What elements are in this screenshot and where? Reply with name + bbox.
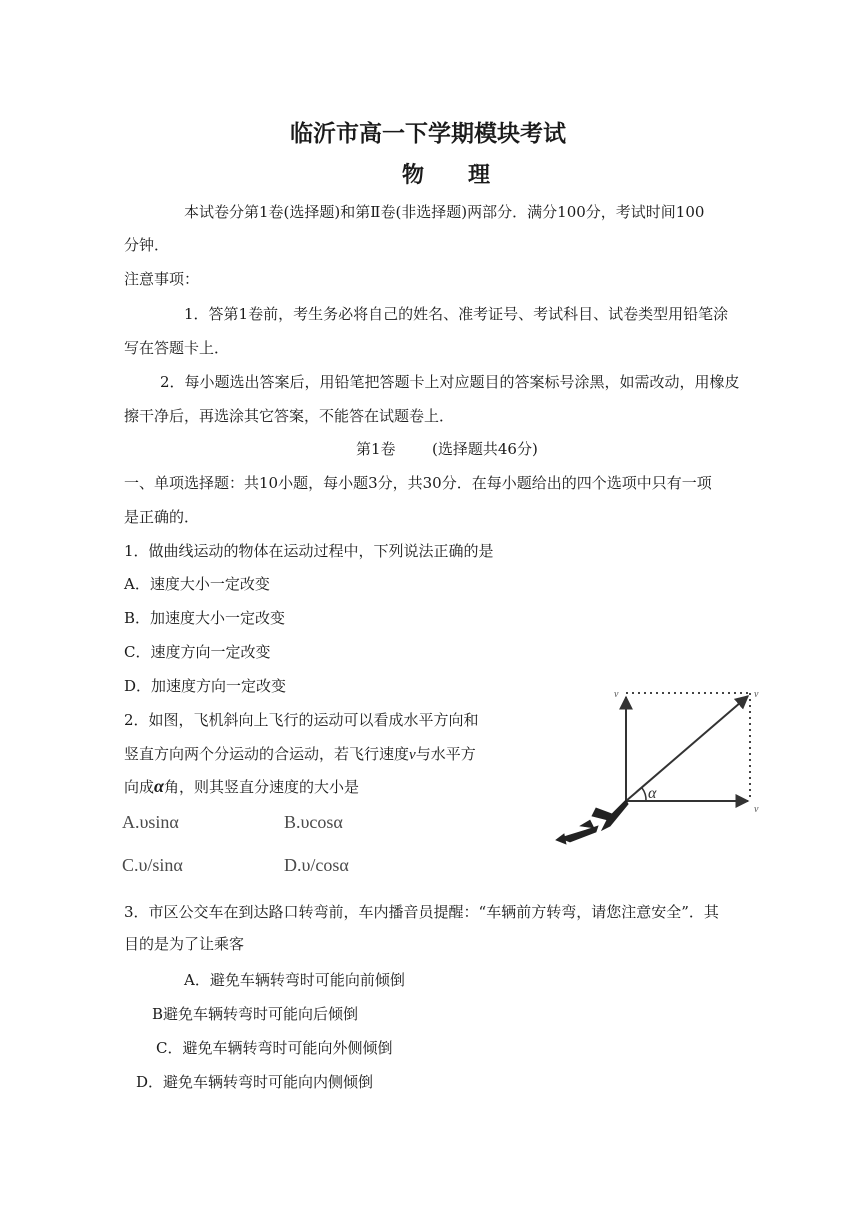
q2-stem-line-3-post: 角，则其竖直分速度的大小是 [163,778,359,796]
q2-stem-line-2-post: 与水平方 [415,745,476,763]
airplane-icon [556,800,628,844]
angle-variable: α [154,776,164,796]
q3-option-b: B避免车辆转弯时可能向后倾倒 [152,1005,359,1023]
note-1-line-1: 1．答第1卷前，考生务必将自己的姓名、准考证号、考试科目、试卷类型用铅笔涂 [184,305,729,323]
q2-option-b: B.υcosα [284,812,343,832]
angle-arc [642,788,646,801]
q2-option-d: D.υ/cosα [284,855,349,875]
q3-option-d: D．避免车辆转弯时可能向内侧倾倒 [136,1073,374,1091]
notes-heading: 注意事项： [124,270,200,288]
exam-title: 临沂市高一下学期模块考试 [290,121,566,147]
intro-line-1: 本试卷分第1卷(选择题)和第Ⅱ卷(非选择题)两部分．满分100分，考试时间100 [184,203,705,221]
v-label: v [754,689,759,700]
note-2-line-2: 擦干净后，再选涂其它答案，不能答在试题卷上． [124,407,455,425]
q1-option-d: D．加速度方向一定改变 [124,677,287,695]
q1-option-c: C．速度方向一定改变 [124,643,271,661]
resultant-velocity-arrow [626,696,748,801]
vy-label: v [614,689,619,700]
velocity-diagram [550,680,770,850]
note-1-line-2: 写在答题卡上． [124,339,230,357]
q3-stem-line-1: 3．市区公交车在到达路口转弯前，车内播音员提醒：“车辆前方转弯，请您注意安全”．其 [124,903,719,921]
note-2-line-1: 2．每小题选出答案后，用铅笔把答题卡上对应题目的答案标号涂黑，如需改动，用橡皮 [160,373,740,391]
q3-stem-line-2: 目的是为了让乘客 [124,935,245,953]
section-1-line-1: 一、单项选择题：共10小题，每小题3分，共30分．在每小题给出的四个选项中只有一项 [124,474,712,492]
q2-stem-line-2-pre: 竖直方向两个分运动的合运动，若飞行速度 [124,745,410,763]
q2-stem-line-3 [124,776,359,797]
q2-stem-line-1: 2．如图，飞机斜向上飞行的运动可以看成水平方向和 [124,711,479,729]
q2-option-a: A.υsinα [122,812,179,832]
q2-option-c: C.υ/sinα [122,855,183,875]
part-1-label: 第1卷 [356,440,396,458]
q1-stem: 1．做曲线运动的物体在运动过程中，下列说法正确的是 [124,542,494,560]
q3-option-a: A．避免车辆转弯时可能向前倾倒 [184,971,405,989]
q1-option-a: A．速度大小一定改变 [124,575,270,593]
q1-option-b: B．加速度大小一定改变 [124,609,286,627]
q3-option-c: C．避免车辆转弯时可能向外侧倾倒 [156,1039,393,1057]
subject-title: 物理 [402,163,535,188]
part-1-desc: (选择题共46分) [432,440,538,458]
alpha-label: α [648,785,657,802]
vx-label: v [754,804,759,815]
q2-stem-line-3-pre: 向成 [124,778,155,796]
section-1-line-2: 是正确的． [124,508,200,526]
velocity-variable: v [409,747,416,763]
q2-stem-line-2 [124,744,476,765]
intro-line-2: 分钟． [124,236,170,254]
